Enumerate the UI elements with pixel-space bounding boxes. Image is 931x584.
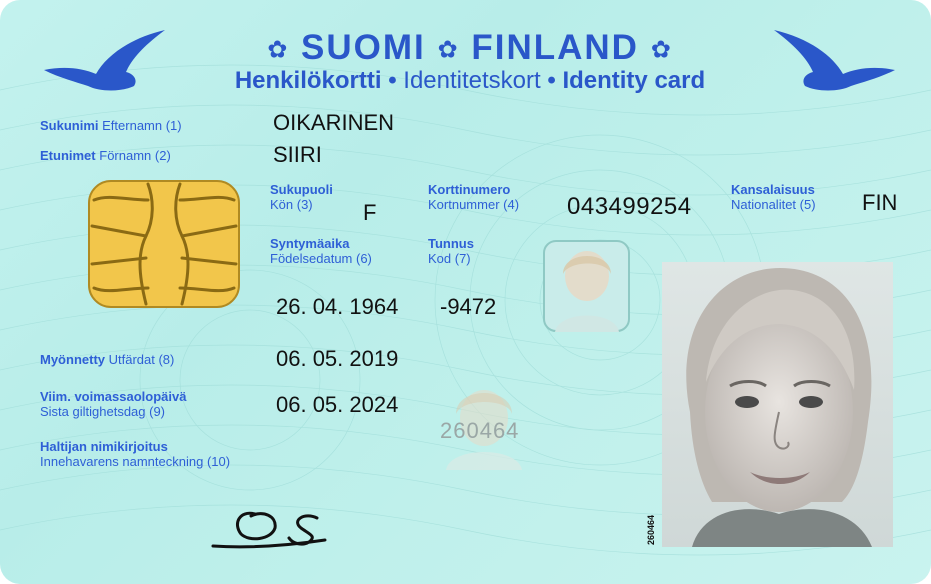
date-of-issue-label: Myönnetty Utfärdat (8): [40, 352, 175, 367]
card-title-fi: Henkilökortti: [234, 67, 382, 94]
date-of-expiry-value: 06. 05. 2024: [276, 392, 399, 417]
rose-emblem-icon: ✿: [267, 36, 290, 64]
signature-label: Haltijan nimikirjoitus Innehavarens namnteckning (10): [40, 439, 231, 469]
card-type-heading: [170, 67, 770, 95]
card-title-sv: Identitetskort: [403, 67, 541, 94]
rose-emblem-icon: ✿: [437, 36, 460, 64]
card-number-value: 043499254: [567, 193, 692, 220]
holder-signature: [205, 500, 355, 556]
given-names-value: SIIRI: [273, 142, 322, 167]
secondary-portrait-photo: [543, 240, 630, 332]
vertical-document-number: 260464: [646, 514, 656, 545]
country-name-fi: SUOMI: [301, 28, 426, 67]
card-country-heading: [190, 28, 750, 68]
ghost-number: 260464: [440, 418, 520, 443]
surname-value: OIKARINEN: [273, 110, 395, 135]
date-of-issue-value: 06. 05. 2019: [276, 346, 399, 371]
sex-value: F: [363, 200, 377, 225]
card-title-en: Identity card: [562, 67, 706, 94]
rose-emblem-icon: ✿: [650, 36, 673, 64]
separator: •: [547, 67, 556, 94]
swan-emblem-right-icon: [772, 26, 897, 96]
sex-label: Sukupuoli Kön (3): [270, 182, 333, 212]
personal-code-label: Tunnus Kod (7): [428, 236, 474, 266]
date-of-birth-label: Syntymäaika Födelsedatum (6): [270, 236, 372, 266]
personal-code-value: -9472: [440, 294, 497, 319]
nationality-value: FIN: [862, 190, 898, 215]
swan-emblem-left-icon: [42, 26, 167, 96]
smart-chip-icon: [88, 180, 240, 308]
date-of-expiry-label: Viim. voimassaolopäivä Sista giltighetsdag (9): [40, 389, 187, 419]
given-names-label: Etunimet Förnamn (2): [40, 148, 171, 163]
main-portrait-photo: [662, 262, 893, 547]
date-of-birth-value: 26. 04. 1964: [276, 294, 399, 319]
nationality-label: Kansalaisuus Nationalitet (5): [731, 182, 816, 212]
card-number-label: Korttinumero Kortnummer (4): [428, 182, 520, 212]
separator: •: [388, 67, 397, 94]
country-name-en: FINLAND: [471, 28, 639, 67]
surname-label: Sukunimi Efternamn (1): [40, 118, 182, 133]
